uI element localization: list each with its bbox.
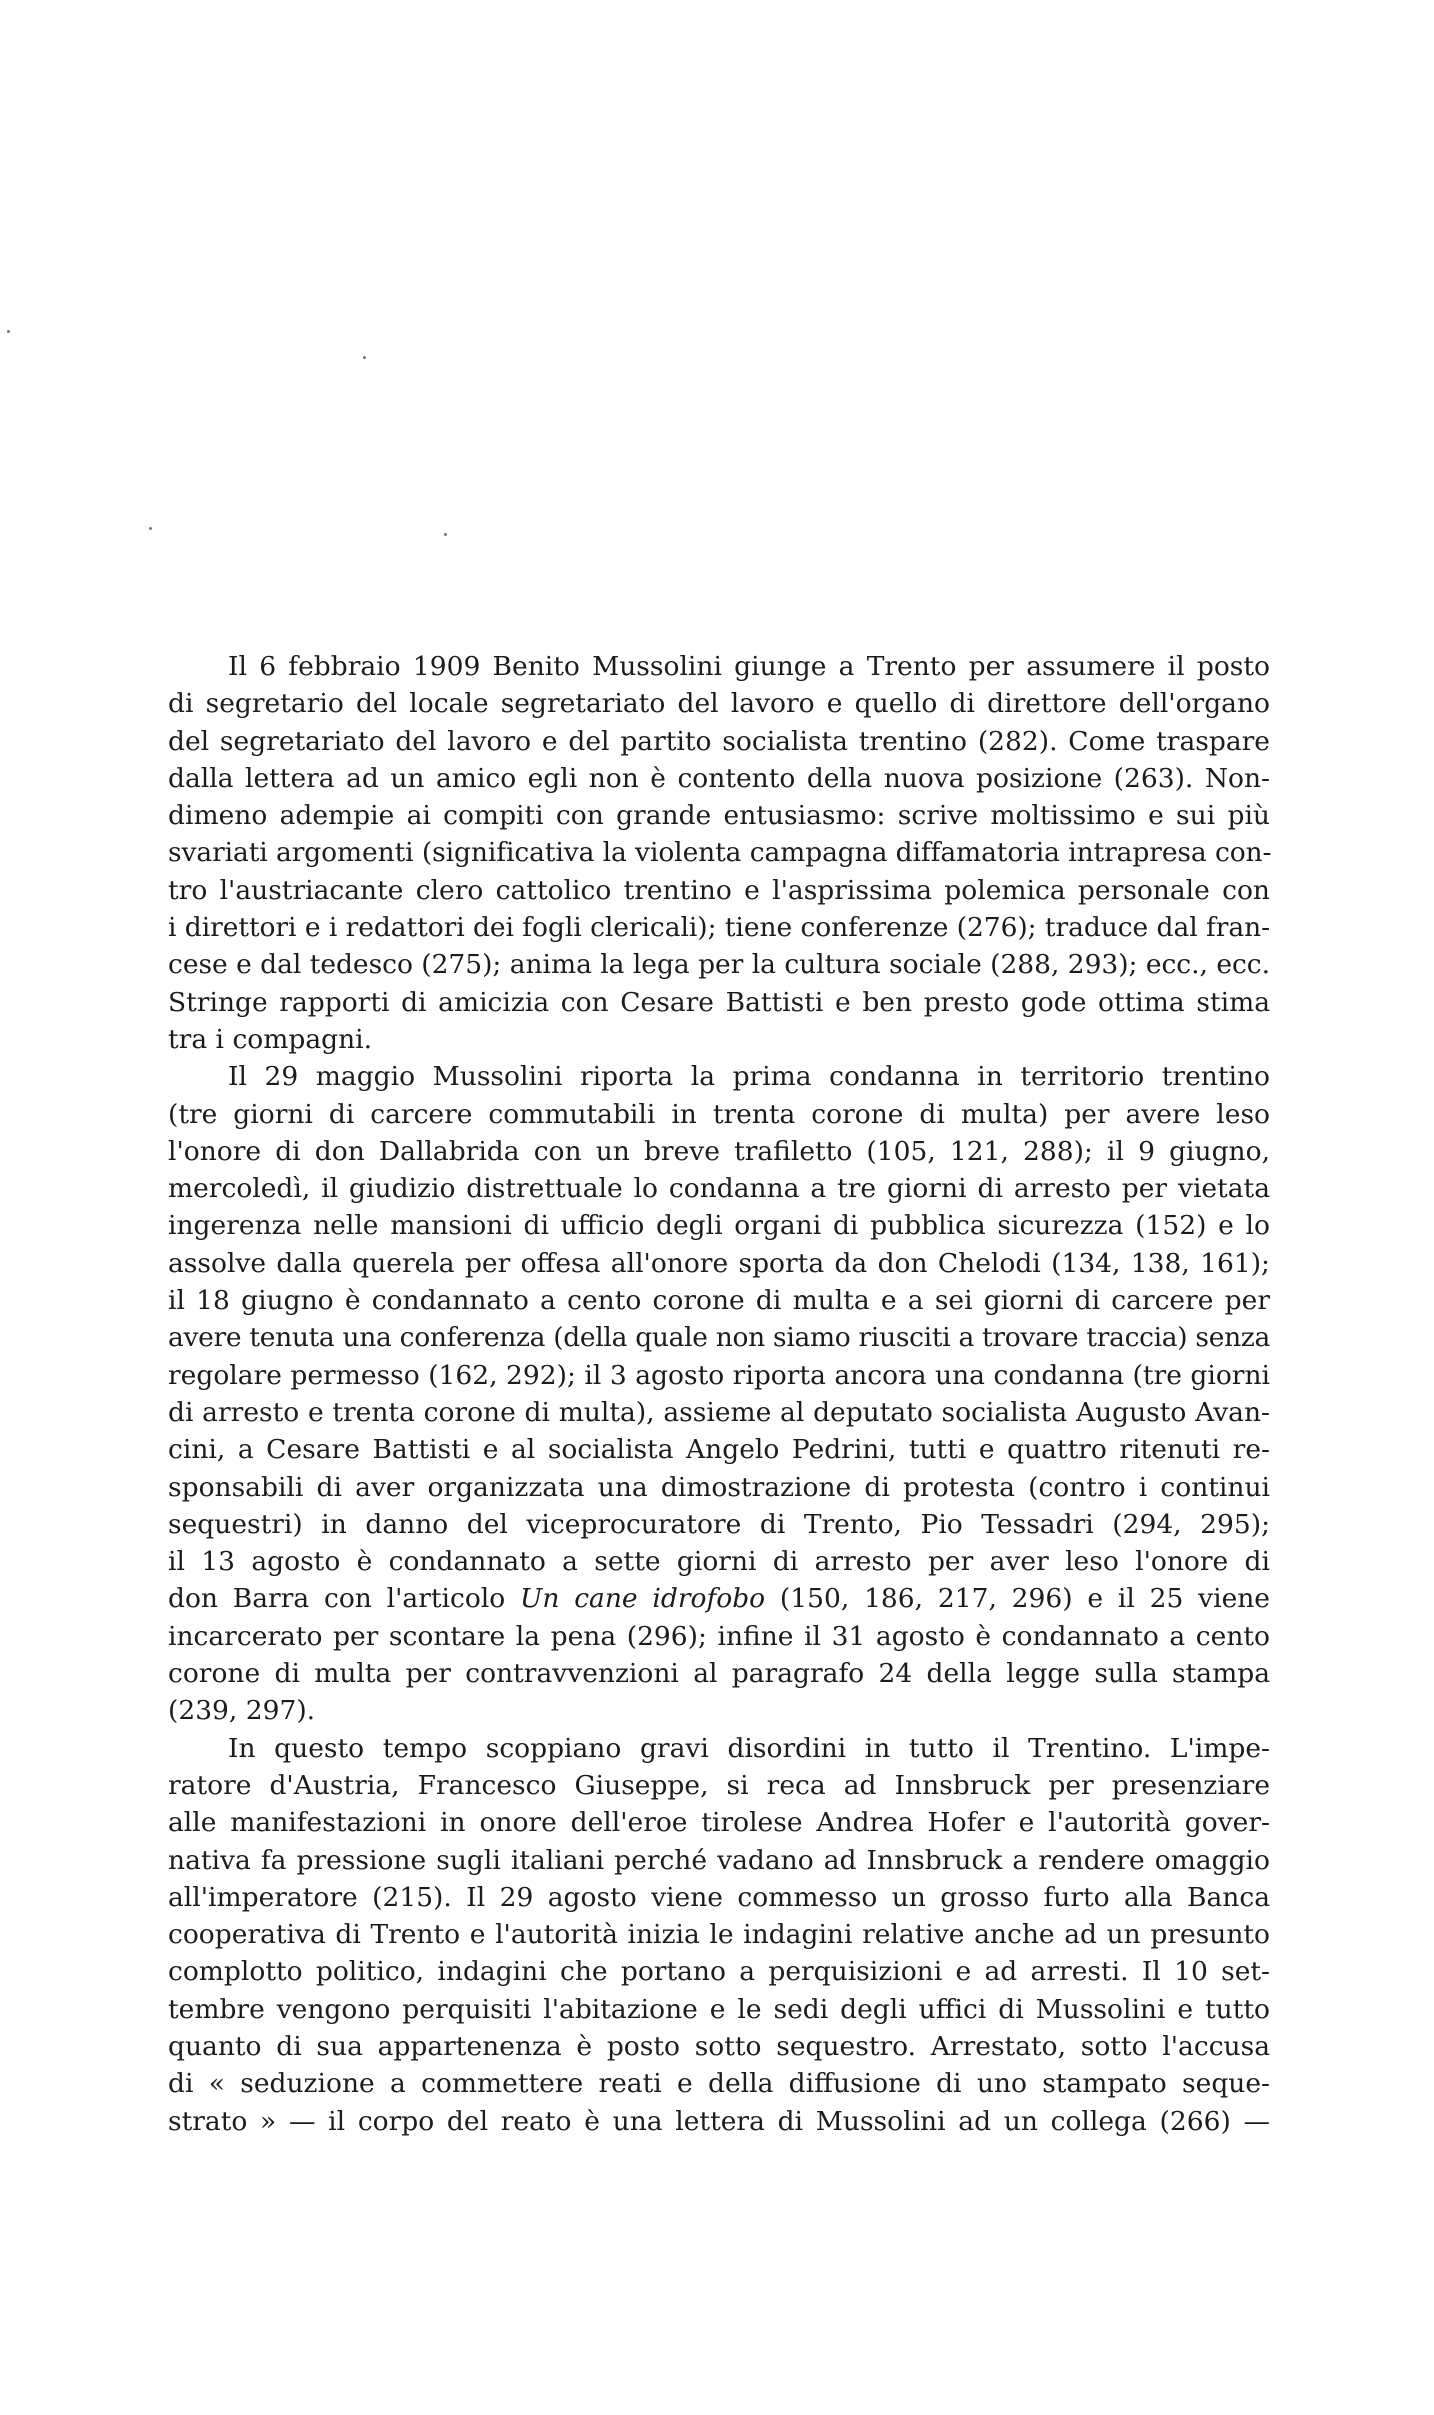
text-line: cese e dal tedesco (275); anima la lega per la cultura sociale (288, 293); ecc., ecc. bbox=[168, 949, 1270, 981]
paragraph-3 bbox=[168, 1730, 1270, 2140]
paragraph-1 bbox=[168, 648, 1270, 1058]
text-line: sponsabili di aver organizzata una dimostrazione di protesta (contro i continui bbox=[168, 1471, 1270, 1503]
scan-speck bbox=[363, 356, 366, 359]
article-title: Un cane idrofobo bbox=[520, 1583, 766, 1615]
text-line: dimeno adempie ai compiti con grande entusiasmo: scrive moltissimo e sui più bbox=[168, 800, 1270, 832]
paragraph-2 bbox=[168, 1058, 1270, 1729]
text-line: sequestri) in danno del viceprocuratore di Trento, Pio Tessadri (294, 295); bbox=[168, 1508, 1270, 1540]
text-line: quanto di sua appartenenza è posto sotto sequestro. Arrestato, sotto l'accusa bbox=[168, 2030, 1270, 2062]
scan-speck bbox=[7, 330, 10, 333]
text-line: strato » — il corpo del reato è una lettera di Mussolini ad un collega (266) — bbox=[168, 2105, 1270, 2137]
text-line: (239, 297). bbox=[168, 1695, 316, 1727]
text-line: cooperativa di Trento e l'autorità inizia le indagini relative anche ad un presunto bbox=[168, 1919, 1270, 1951]
text-line: tra i compagni. bbox=[168, 1023, 373, 1055]
text-line: ratore d'Austria, Francesco Giuseppe, si reca ad Innsbruck per presenziare bbox=[168, 1769, 1270, 1801]
text-line: regolare permesso (162, 292); il 3 agosto riporta ancora una condanna (tre giorni bbox=[168, 1359, 1270, 1391]
text-line: nativa fa pressione sugli italiani perché vadano ad Innsbruck a rendere omaggio bbox=[168, 1844, 1270, 1876]
text-line: cini, a Cesare Battisti e al socialista Angelo Pedrini, tutti e quattro ritenuti re- bbox=[168, 1434, 1270, 1466]
text-line: alle manifestazioni in onore dell'eroe tirolese Andrea Hofer e l'autorità gover- bbox=[168, 1807, 1270, 1839]
text-line: l'onore di don Dallabrida con un breve trafiletto (105, 121, 288); il 9 giugno, bbox=[168, 1135, 1270, 1167]
text-line: corone di multa per contravvenzioni al paragrafo 24 della legge sulla stampa bbox=[168, 1658, 1270, 1690]
text-line: Il 29 maggio Mussolini riporta la prima condanna in territorio trentino bbox=[228, 1061, 1270, 1093]
text-run: don Barra con l'articolo bbox=[168, 1583, 521, 1615]
text-line: i direttori e i redattori dei fogli clericali); tiene conferenze (276); traduce dal fran- bbox=[168, 912, 1270, 944]
text-line: incarcerato per scontare la pena (296); infine il 31 agosto è condannato a cento bbox=[168, 1620, 1270, 1652]
text-line: tembre vengono perquisiti l'abitazione e le sedi degli uffici di Mussolini e tutto bbox=[168, 1993, 1270, 2025]
text-line: In questo tempo scoppiano gravi disordini in tutto il Trentino. L'impe- bbox=[228, 1732, 1270, 1764]
body-text bbox=[168, 648, 1270, 2140]
text-line: di « seduzione a commettere reati e della diffusione di uno stampato seque- bbox=[168, 2068, 1270, 2100]
text-line: di segretario del locale segretariato del lavoro e quello di direttore dell'organo bbox=[168, 688, 1270, 720]
text-line: il 13 agosto è condannato a sette giorni di arresto per aver leso l'onore di bbox=[168, 1546, 1270, 1578]
text-line: svariati argomenti (significativa la violenta campagna diffamatoria intrapresa con- bbox=[168, 837, 1272, 869]
scan-speck bbox=[444, 533, 447, 536]
text-line: dalla lettera ad un amico egli non è contento della nuova posizione (263). Non- bbox=[168, 762, 1270, 794]
text-line: Il 6 febbraio 1909 Benito Mussolini giunge a Trento per assumere il posto bbox=[228, 651, 1270, 682]
text-run: (150, 186, 217, 296) e il 25 viene bbox=[765, 1583, 1270, 1615]
text-line: del segretariato del lavoro e del partito socialista trentino (282). Come traspare bbox=[168, 725, 1270, 757]
text-line: (tre giorni di carcere commutabili in trenta corone di multa) per avere leso bbox=[168, 1098, 1270, 1130]
text-line: il 18 giugno è condannato a cento corone di multa e a sei giorni di carcere per bbox=[168, 1285, 1270, 1317]
text-line: di arresto e trenta corone di multa), assieme al deputato socialista Augusto Avan- bbox=[168, 1396, 1270, 1428]
text-line: assolve dalla querela per offesa all'onore sporta da don Chelodi (134, 138, 161); bbox=[168, 1247, 1270, 1279]
text-line: complotto politico, indagini che portano a perquisizioni e ad arresti. Il 10 set- bbox=[168, 1956, 1270, 1988]
text-line-with-title bbox=[168, 1580, 1270, 1617]
text-line: tro l'austriacante clero cattolico trentino e l'asprissima polemica personale con bbox=[168, 874, 1270, 906]
text-line: all'imperatore (215). Il 29 agosto viene commesso un grosso furto alla Banca bbox=[168, 1881, 1270, 1913]
text-line: avere tenuta una conferenza (della quale non siamo riusciti a trovare traccia) senza bbox=[168, 1322, 1270, 1354]
text-line: ingerenza nelle mansioni di ufficio degli organi di pubblica sicurezza (152) e lo bbox=[168, 1210, 1270, 1242]
scan-speck bbox=[149, 527, 152, 530]
text-line: mercoledì, il giudizio distrettuale lo condanna a tre giorni di arresto per vietata bbox=[168, 1173, 1270, 1205]
text-line: Stringe rapporti di amicizia con Cesare Battisti e ben presto gode ottima stima bbox=[168, 986, 1270, 1018]
